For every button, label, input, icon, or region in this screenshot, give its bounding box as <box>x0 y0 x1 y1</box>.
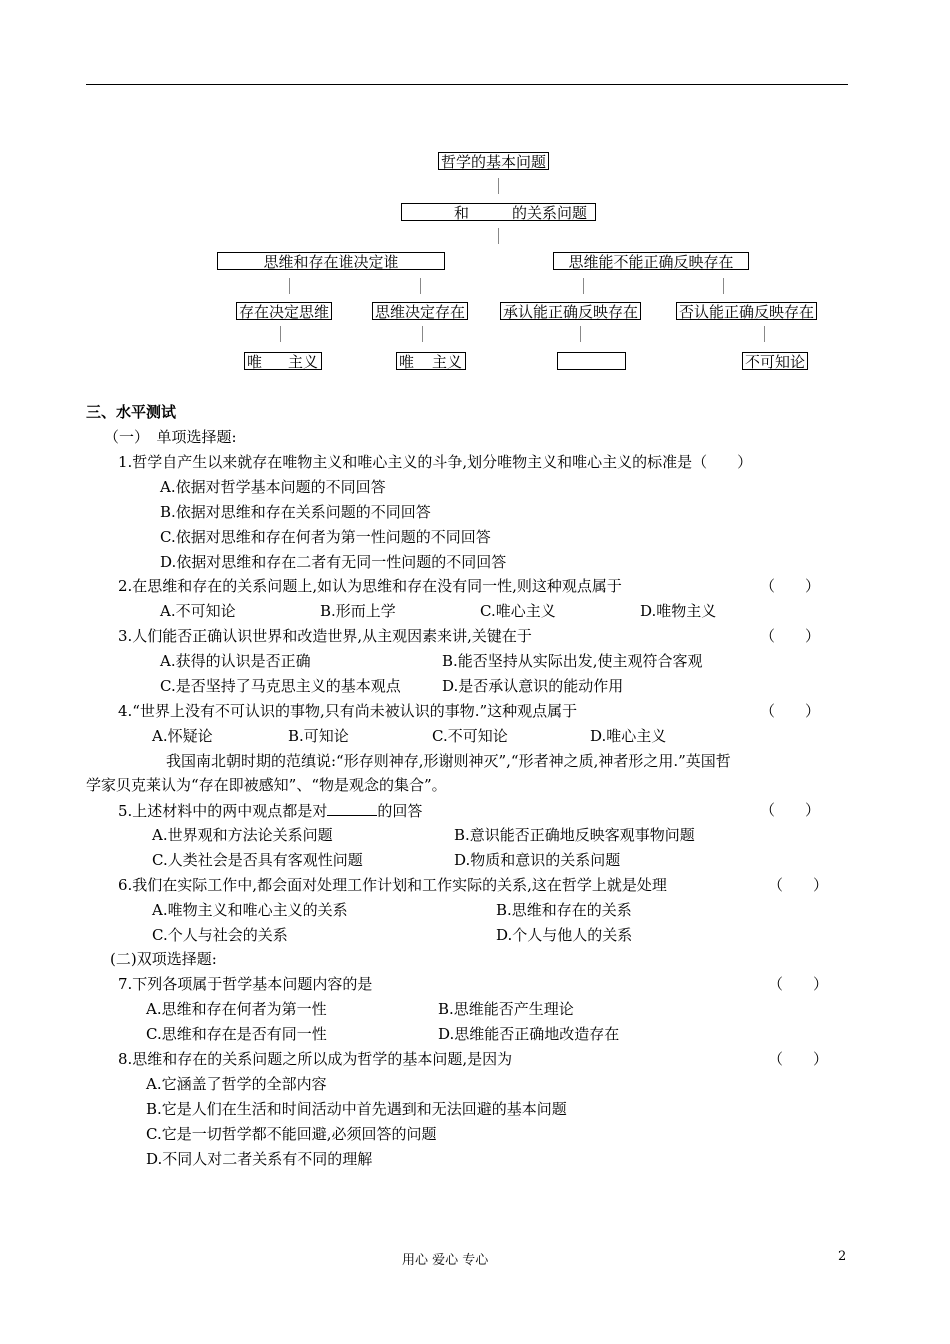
diagram-result-1 <box>244 352 322 370</box>
q4-answer-paren: （ ） <box>760 702 821 720</box>
q1-option-a: A.依据对哲学基本问题的不同回答 <box>160 478 386 496</box>
q5-stem-part-a: 5.上述材料中的两中观点都是对 <box>118 802 328 820</box>
material-line-1: 我国南北朝时期的范缜说:“形存则神存,形谢则神灭”,“形者神之质,神者形之用.”英国哲 <box>166 752 731 770</box>
connector <box>420 278 421 294</box>
q2-answer-paren: （ ） <box>760 577 821 595</box>
q6-answer-paren: （ ） <box>768 876 829 894</box>
q5-option-d: D.物质和意识的关系问题 <box>454 851 621 869</box>
q5-stem-part-b: 的回答 <box>377 802 423 820</box>
q3-option-b: B.能否坚持从实际出发,使主观符合客观 <box>442 652 703 670</box>
q6-option-a: A.唯物主义和唯心主义的关系 <box>152 901 348 919</box>
result1-part-b: 主义 <box>288 353 319 371</box>
q8-answer-paren: （ ） <box>768 1050 829 1068</box>
result2-part-a: 唯 <box>399 353 415 371</box>
q4-option-a: A.怀疑论 <box>152 727 213 745</box>
q6-option-b: B.思维和存在的关系 <box>496 901 632 919</box>
q1-option-d: D.依据对思维和存在二者有无同一性问题的不同回答 <box>160 553 507 571</box>
q3-answer-paren: （ ） <box>760 627 821 645</box>
q6-option-d: D.个人与他人的关系 <box>496 926 633 944</box>
q4-stem: 4.“世界上没有不可认识的事物,只有尚未被认识的事物.”这种观点属于 <box>118 702 578 720</box>
section-title: 三、水平测试 <box>86 403 177 421</box>
q7-option-a: A.思维和存在何者为第一性 <box>146 1000 327 1018</box>
diagram-node-l2: 思维决定存在 <box>372 302 468 320</box>
q5-stem <box>118 801 422 820</box>
connector <box>764 326 765 342</box>
q6-stem: 6.我们在实际工作中,都会面对处理工作计划和工作实际的关系,这在哲学上就是处理 <box>118 876 667 894</box>
result1-part-a: 唯 <box>247 353 263 371</box>
q4-option-d: D.唯心主义 <box>590 727 667 745</box>
connector <box>580 326 581 342</box>
part1-title: （一） 单项选择题: <box>104 428 237 446</box>
page-number: 2 <box>838 1249 847 1264</box>
q8-option-b: B.它是人们在生活和时间活动中首先遇到和无法回避的基本问题 <box>146 1100 567 1118</box>
part2-title: (二)双项选择题: <box>110 950 217 968</box>
diagram-result-2 <box>396 352 466 370</box>
diagram-node-l1: 存在决定思维 <box>236 302 332 320</box>
connector <box>498 228 499 244</box>
q5-option-c: C.人类社会是否具有客观性问题 <box>152 851 363 869</box>
diagram-node-r2: 否认能正确反映存在 <box>676 302 817 320</box>
connector <box>583 278 584 294</box>
connector <box>289 278 290 294</box>
q7-stem: 7.下列各项属于哲学基本问题内容的是 <box>118 975 373 993</box>
q1-stem: 1.哲学自产生以来就存在唯物主义和唯心主义的斗争,划分唯物主义和唯心主义的标准是（ ） <box>118 453 753 471</box>
q8-option-c: C.它是一切哲学都不能回避,必须回答的问题 <box>146 1125 437 1143</box>
q3-option-a: A.获得的认识是否正确 <box>160 652 311 670</box>
diagram-node-r1: 承认能正确反映存在 <box>500 302 641 320</box>
q7-option-c: C.思维和存在是否有同一性 <box>146 1025 327 1043</box>
q2-option-b: B.形而上学 <box>320 602 396 620</box>
diagram-root: 哲学的基本问题 <box>438 152 549 170</box>
q8-option-a: A.它涵盖了哲学的全部内容 <box>146 1075 327 1093</box>
q7-answer-paren: （ ） <box>768 975 829 993</box>
q8-stem: 8.思维和存在的关系问题之所以成为哲学的基本问题,是因为 <box>118 1050 513 1068</box>
connector <box>723 278 724 294</box>
q4-option-b: B.可知论 <box>288 727 349 745</box>
connector <box>422 326 423 342</box>
q8-option-d: D.不同人对二者关系有不同的理解 <box>146 1150 373 1168</box>
header-rule <box>86 84 848 85</box>
q2-option-a: A.不可知论 <box>160 602 236 620</box>
q2-stem: 2.在思维和存在的关系问题上,如认为思维和存在没有同一性,则这种观点属于 <box>118 577 622 595</box>
q6-option-c: C.个人与社会的关系 <box>152 926 288 944</box>
q3-option-d: D.是否承认意识的能动作用 <box>442 677 624 695</box>
q5-answer-paren: （ ） <box>760 801 821 819</box>
diagram-left-branch: 思维和存在谁决定谁 <box>217 252 445 270</box>
q2-option-c: C.唯心主义 <box>480 602 556 620</box>
connector <box>498 178 499 194</box>
q4-option-c: C.不可知论 <box>432 727 508 745</box>
q7-option-b: B.思维能否产生理论 <box>438 1000 574 1018</box>
q2-option-d: D.唯物主义 <box>640 602 717 620</box>
result2-part-b: 主义 <box>432 353 463 371</box>
diagram-result-3-blank <box>557 352 626 370</box>
q5-fill-blank <box>327 801 377 816</box>
diagram-level1 <box>401 203 596 221</box>
connector <box>280 326 281 342</box>
q5-option-a: A.世界观和方法论关系问题 <box>152 826 333 844</box>
q1-option-b: B.依据对思维和存在关系问题的不同回答 <box>160 503 431 521</box>
level1-part-a: 和 <box>454 204 470 222</box>
diagram-result-4: 不可知论 <box>742 352 808 370</box>
q5-option-b: B.意识能否正确地反映客观事物问题 <box>454 826 695 844</box>
q7-option-d: D.思维能否正确地改造存在 <box>438 1025 620 1043</box>
level1-part-b: 的关系问题 <box>512 204 588 222</box>
footer-motto: 用心 爱心 专心 <box>402 1253 489 1268</box>
material-line-2: 学家贝克莱认为“存在即被感知”、“物是观念的集合”。 <box>86 776 447 794</box>
q3-option-c: C.是否坚持了马克思主义的基本观点 <box>160 677 401 695</box>
q1-option-c: C.依据对思维和存在何者为第一性问题的不同回答 <box>160 528 491 546</box>
diagram-right-branch: 思维能不能正确反映存在 <box>553 252 749 270</box>
q3-stem: 3.人们能否正确认识世界和改造世界,从主观因素来讲,关键在于 <box>118 627 532 645</box>
